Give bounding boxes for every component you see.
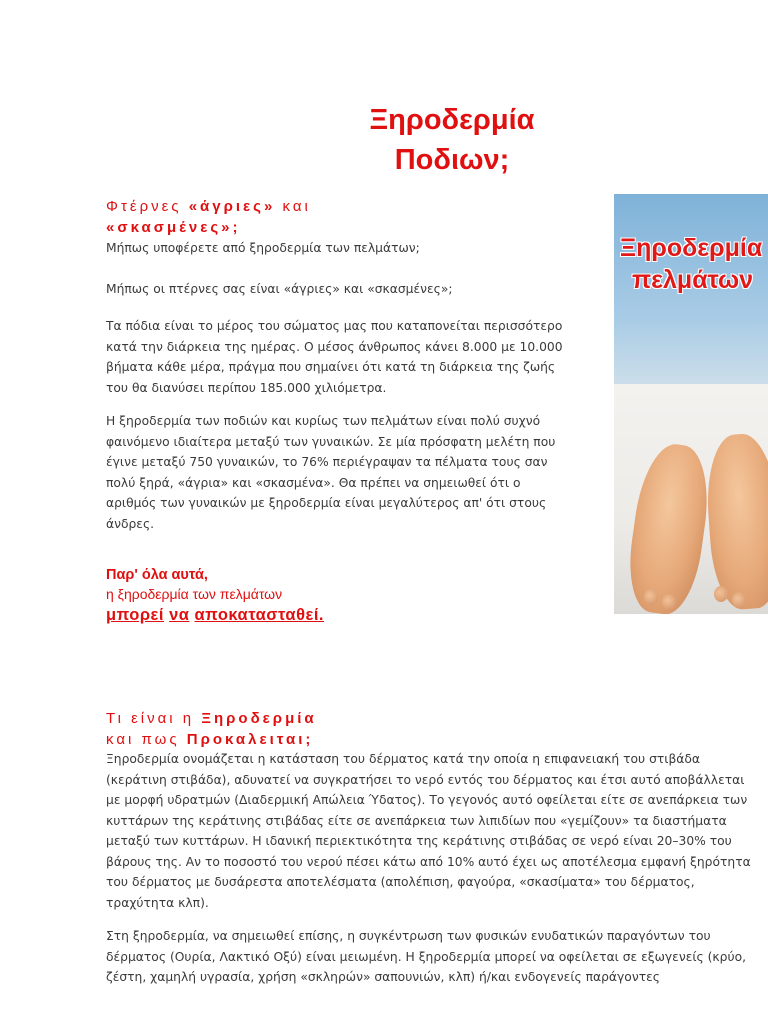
section1-paragraph-4 (106, 411, 555, 534)
paragraph-line: μεταξύ των κυττάρων. Η ιδανική περιεκτικότητα της κεράτινης στιβάδας σε νερό είναι 20–30% του (106, 834, 732, 848)
paragraph-line: βήματα κάθε μέρα, πράγμα που σημαίνει ότι κατά τη διάρκεια της ζωής (106, 360, 556, 374)
paragraph-line: πολύ ξηρά, «άγρια» και «σκασμένα». Θα πρέπει να σημειωθεί ότι ο (106, 475, 521, 490)
section2-heading-part1: Τι είναι η (106, 710, 195, 727)
section1-heading-part1: Φτέρνες (106, 198, 182, 215)
toe-graphic (662, 594, 676, 610)
paragraph-line: τραχύτητα κλπ). (106, 895, 209, 910)
restore-line-2: η ξηροδερμία των πελμάτων (106, 586, 283, 602)
section2-heading-part4: Προκαλειται; (186, 731, 314, 748)
section1-paragraph-2 (106, 279, 453, 300)
section2-heading-part2: Ξηροδερμία (201, 710, 317, 727)
toe-graphic (732, 592, 746, 608)
paragraph-line: Τα πόδια είναι το μέρος του σώματος μας που καταπονείται περισσότερο (106, 319, 563, 333)
paragraph-line: του δέρματος με δυσάρεστα αποτελέσματα (απολέπιση, φαγούρα, «σκασίματα» του δέρματος, (106, 875, 695, 889)
section1-heading-part4: «σκασμένες»; (106, 219, 241, 236)
paragraph-line: Η ξηροδερμία των ποδιών και κυρίως των πελμάτων είναι πολύ συχνό (106, 414, 541, 428)
paragraph-line: Ξηροδερμία ονομάζεται η κατάσταση του δέρματος κατά την οποία η επιφανειακή του στιβάδα (106, 752, 701, 766)
paragraph-line: με μορφή υδρατμών (Διαδερμική Απώλεια Ύδατος). Το γεγονός αυτό οφείλεται είτε σε ανεπάρκεια των (106, 793, 748, 807)
restore-word-1: μπορεί (106, 606, 164, 624)
section2-paragraph-1 (106, 749, 768, 913)
cover-title-line-2: πελμάτων (632, 266, 754, 294)
section2-paragraph-2 (106, 926, 768, 988)
paragraph-line: Μήπως υποφέρετε από ξηροδερμία των πελμάτων; (106, 241, 420, 255)
paragraph-line: έγινε μεταξύ 750 γυναικών, το 76% περιέγραψαν τα πέλματα τους σαν (106, 455, 548, 469)
paragraph-line: (κεράτινη στιβάδα), αδυνατεί να συγκρατήσει το νερό εντός του δέρματος και έτσι αυτό αποβάλλεται (106, 772, 745, 787)
paragraph-line: κυττάρων της κεράτινης στιβάδας είτε σε ανεπάρκεια των λιπιδίων που «γεμίζουν» τα διαστήματα (106, 813, 727, 828)
section1-heading-part2: «άγριες» (188, 198, 276, 215)
paragraph-line: Στη ξηροδερμία, να σημειωθεί επίσης, η συγκέντρωση των φυσικών ενυδατικών παραγόντων του (106, 929, 711, 943)
restore-line-1: Παρ' όλα αυτά, (106, 567, 208, 583)
paragraph-line: αριθμός των γυναικών με ξηροδερμία είναι μεγαλύτερος απ' ότι στους (106, 496, 547, 510)
toe-graphic (644, 589, 658, 605)
paragraph-line: βάρους της. Αν το ποσοστό του νερού πέσει κάτω από 10% αυτό έχει ως αποτέλεσμα εμφανή ξηρότητα (106, 854, 751, 869)
book-cover-image (614, 194, 768, 614)
section1-heading-part3: και (282, 198, 311, 215)
paragraph-line: άνδρες. (106, 516, 155, 531)
paragraph-line: δέρματος (Ουρία, Λακτικό Οξύ) είναι μειωμένη. Η ξηροδερμία μπορεί να οφείλεται σε εξωγενείς (κρύο, (106, 949, 747, 964)
restore-line-3 (106, 603, 324, 627)
paragraph-line: του θα διανύσει περίπου 185.000 χιλιόμετρα. (106, 380, 387, 395)
section1-heading (106, 196, 406, 238)
paragraph-line: κατά την διάρκεια της ημέρας. Ο μέσος άνθρωπος κάνει 8.000 με 10.000 (106, 339, 563, 354)
restore-word-3: αποκατασταθεί. (194, 606, 324, 624)
section2-heading-part3: και πως (106, 731, 180, 748)
cover-title (620, 232, 762, 296)
title-line-1: Ξηροδερμία (369, 104, 535, 136)
toe-graphic (714, 586, 728, 602)
section2-heading (106, 708, 426, 750)
section1-paragraph-3 (106, 316, 563, 398)
section1-paragraph-1 (106, 238, 420, 259)
paragraph-line: Μήπως οι πτέρνες σας είναι «άγριες» και «σκασμένες»; (106, 282, 453, 296)
cover-title-line-1: Ξηροδερμία (620, 234, 763, 262)
paragraph-line: φαινόμενο ιδιαίτερα μεταξύ των γυναικών. Σε μία πρόσφατη μελέτη που (106, 434, 556, 449)
page-title (332, 100, 572, 180)
paragraph-line: ζέστη, χαμηλή υγρασία, χρήση «σκληρών» σαπουνιών, κλπ) ή/και ενδογενείς παράγοντες (106, 970, 660, 984)
restore-word-2: να (169, 606, 190, 624)
restore-callout (106, 566, 324, 627)
title-line-2: Ποδιων; (394, 144, 510, 176)
